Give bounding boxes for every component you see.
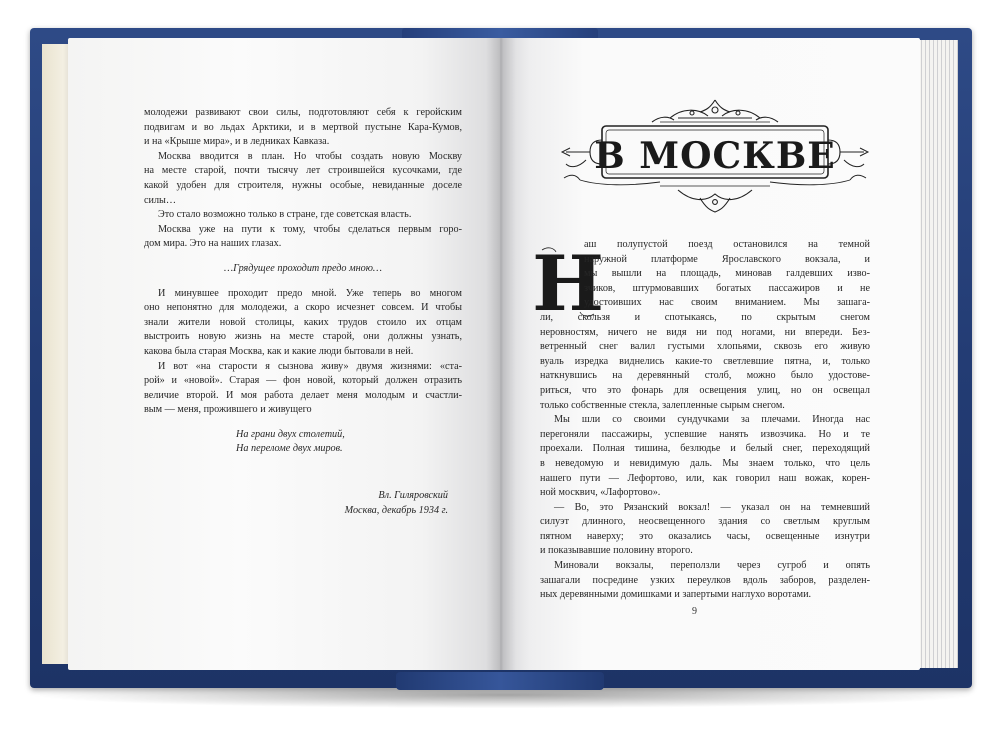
text-line: и на «Крыше мира», и в ледниках Кавказа.	[144, 136, 330, 148]
text-line: ли, скользя и спотыкаясь, по скрытым снегом	[540, 311, 870, 323]
text-line: зашагали посредине узких переулков вдоль заборов, разделен-	[540, 574, 870, 586]
poem-line: На грани двух столетий,	[236, 428, 345, 440]
text-line: нашего пути — Лефортово, или, как говорил наш вожак, корен-	[540, 472, 870, 484]
spine-bottom	[396, 672, 604, 690]
text-line: зчиков, штурмовавших богатых пассажиров и не	[584, 282, 870, 294]
top-flourish	[652, 100, 778, 122]
chapter-heading-ornament	[560, 94, 870, 214]
text-line: Мы шли со своими сундучками за плечами. Иногда нас	[554, 414, 870, 426]
text-line: мы вышли на площадь, миновав галдевших изво-	[584, 268, 870, 280]
heading-ornament	[560, 94, 870, 214]
text-line: величие второй. И моя работа делает меня молодым и счастли-	[144, 389, 462, 401]
text-line: ветренный снег валил густыми хлопьями, сквозь его живую	[540, 341, 870, 353]
text-line: И минувшее проходит предо мной. Уже теперь во многом	[158, 287, 462, 299]
text-line: — Во, это Рязанский вокзал! — указал он на темневший	[554, 501, 870, 513]
text-line: Москва уже на пути к тому, чтобы сделаться первым горо-	[158, 223, 462, 235]
text-line: ных деревянными домишками и запертыми наглухо воротами.	[540, 589, 812, 601]
signature-author: Вл. Гиляровский	[378, 490, 448, 502]
left-page	[68, 38, 500, 670]
text-line: молодежи развивают свои силы, подготовляют себя к геройским	[144, 107, 462, 118]
epigraph-quote: …Грядущее проходит предо мною…	[224, 262, 382, 274]
page-edge-right	[918, 40, 958, 668]
text-line: и показывавшие половину второго.	[540, 545, 693, 557]
text-line: И вот «на старости я сызнова живу» двумя жизнями: «ста-	[158, 360, 462, 372]
text-line: только собственные стекла, залепленные сырым снегом.	[540, 399, 785, 411]
text-line: вуаль изредка виднелись какие-то светлевшие пятна, и, только	[540, 355, 870, 367]
chapter-heading: В МОСКВЕ	[594, 135, 836, 177]
text-line: подвигам и во льдах Арктики, и в мертвой пустыне Кара-Кумов,	[144, 121, 462, 133]
text-line: риться, что это фонарь для освещения улиц, но он освещал	[540, 384, 870, 396]
bottom-flourish	[660, 186, 770, 212]
text-line: силуэт длинного, неосвещенного здания со светлым круглым	[540, 516, 870, 528]
text-line: Миновали вокзалы, переползли через сугроб и опять	[554, 560, 870, 572]
text-line: пятном наверху; это оказались часы, освещенные изнутри	[540, 530, 870, 542]
text-line: аш полупустой поезд остановился на темной	[584, 239, 870, 250]
text-line: Это стало возможно только в стране, где советская власть.	[158, 209, 412, 221]
poem-line: На переломе двух миров.	[236, 443, 343, 455]
dropcap-letter: Н	[532, 239, 604, 328]
text-line: наткнувшись на деревянный столб, можно было удостове-	[540, 370, 870, 382]
text-line: проехали. Полная тишина, безлюдье и белый снег, переходящий	[540, 443, 870, 455]
text-line: неровностям, ничего не видя ни под ногами, ни впереди. Без-	[540, 326, 870, 338]
signature-place-date: Москва, декабрь 1934 г.	[344, 504, 448, 516]
text-line: наружной платформе Ярославского вокзала, и	[584, 253, 870, 265]
text-line: удостоивших нас своим вниманием. Мы зашага-	[584, 297, 870, 309]
text-line: какой удобен для строителя, нужны особые, невиданные доселе	[144, 179, 462, 191]
text-line: на месте старой, почти тысячу лет строившейся кусочками, где	[144, 165, 462, 177]
text-line: перегоняли пассажиры, успевшие нанять извозчика. Но и те	[540, 428, 870, 440]
left-page-text	[144, 106, 462, 518]
text-line: силы…	[144, 194, 177, 206]
page-number: 9	[692, 606, 697, 617]
text-line: оно непонятно для молодежи, а скоро исчезнет совсем. И чтобы	[144, 302, 462, 314]
text-line: знали жители новой столицы, каких трудов стоило их отцам	[144, 316, 462, 328]
text-line: Москва вводится в план. Но чтобы создать новую Москву	[158, 150, 462, 162]
text-line: рой» и «новой». Старая — фон новой, который должен отразить	[144, 375, 462, 387]
text-line: какова была старая Москва, как и какие люди бытовали в ней.	[144, 345, 414, 357]
text-line: ной москвич, «Лафортово».	[540, 487, 661, 499]
text-line: выстроить новую жизнь на месте старой, они должны узнать,	[144, 331, 462, 343]
right-page	[500, 38, 920, 670]
text-line: вым — меня, прожившего и живущего	[144, 404, 312, 416]
right-page-text	[540, 238, 870, 603]
text-line: дом мира. Это на наших глазах.	[144, 238, 282, 250]
text-line: в неведомую и невидимую даль. Мы знаем только, что цель	[540, 457, 870, 469]
